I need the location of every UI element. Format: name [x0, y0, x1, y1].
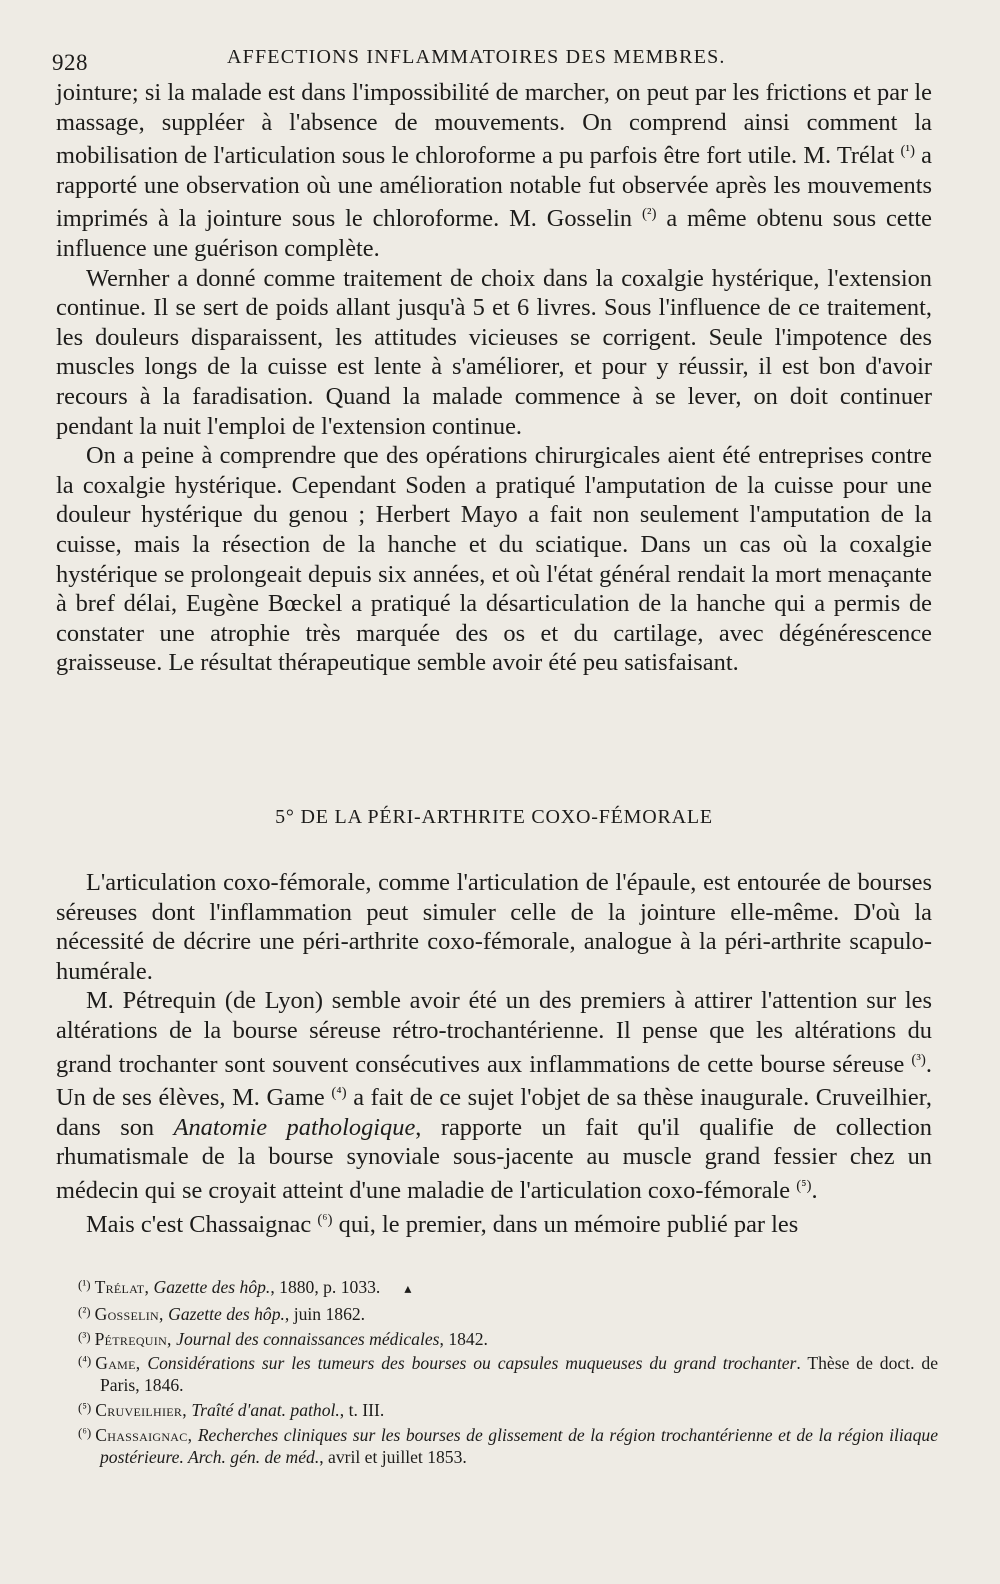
paragraph: jointure; si la malade est dans l'impossibilité de marcher, on peut par les frictions et par le massage, suppléer à l'absence de mouvements. On comprend ainsi comment la mobilisation de l'articulation sous le chloroforme a pu parfois être fort utile. M. Trélat $^{(^1)}$ a rapporté une observation où une amélioration notable fut observée après les mouvements imprimés à la jointure sous le chloroforme. M. Gosselin $^{(^2)}$ a même obtenu sous cette influence une guérison complète. [56, 79, 932, 262]
paragraph: On a peine à comprendre que des opérations chirurgicales aient été entreprises contre la coxalgie hystérique. Cependant Soden a pratiqué l'amputation de la cuisse pour une douleur hystérique du genou ; Herbert Mayo a fait non seulement l'amputation de la cuisse, mais la résection de la hanche et du sciatique. Dans un cas où la coxalgie hystérique se prolongeait depuis six années, et où l'état général rendait la mort menaçante à bref délai, Eugène Bœckel a pratiqué la désarticulation de la hanche qui a permis de constater une atrophie très marquée des os et du cartilage, avec dégénérescence graisseuse. Le résultat thérapeutique semble avoir été peu satisfaisant. [56, 442, 932, 677]
footnote-author: Pétrequin, [94, 1328, 172, 1349]
footnote-reference: (⁵) [796, 1177, 812, 1194]
footnote-reference: (⁶) [317, 1211, 333, 1228]
body-text-section [56, 868, 932, 1239]
paragraph: L'articulation coxo-fémorale, comme l'articulation de l'épaule, est entourée de bourses séreuses dont l'inflammation peut simuler celle de la jointure elle-même. D'où la nécessité de décrire une péri-arthrite coxo-fémorale, analogue à la péri-arthrite scapulo-humérale. [56, 869, 932, 985]
footnote: $^{(^4)}$ Game, Considérations sur les tumeurs des bourses ou capsules muqueuses du grand trochanter. Thèse de doct. de Paris, 1846. [78, 1353, 939, 1396]
paragraph: Wernher a donné comme traitement de choix dans la coxalgie hystérique, l'extension continue. Il se sert de poids allant jusqu'à 5 et 6 livres. Sous l'influence de ce traitement, les douleurs disparaissent, les attitudes vicieuses se corrigent. Seule l'impotence des muscles longs de la cuisse est lente à s'améliorer, et pour y réussir, il est bon d'avoir recours à la faradisation. Quand la malade commence à se lever, on doit continuer pendant la nuit l'emploi de l'extension continue. [56, 264, 932, 440]
footnote-author: Gosselin, [94, 1303, 164, 1324]
printer-mark: ▴ [404, 1282, 412, 1297]
footnote-author: Game, [95, 1353, 141, 1374]
footnote-author: Trélat, [94, 1277, 150, 1297]
footnote: $^{(^6)}$ Chassaignac, Recherches cliniques sur les bourses de glissement de la région trochantérienne et de la région iliaque postérieure. Arch. gén. de méd., avril et juillet 1853. [78, 1424, 938, 1467]
section-heading: 5° DE LA PÉRI-ARTHRITE COXO-FÉMORALE [275, 806, 713, 828]
book-title: Anatomie pathologique [173, 1113, 416, 1141]
footnote-reference: (²) [641, 206, 657, 223]
footnote-reference: (⁴) [331, 1085, 347, 1102]
footnotes [78, 1274, 938, 1468]
body-text-top [56, 78, 932, 678]
footnote-author: Cruveilhier, [95, 1399, 187, 1420]
footnote: $^{(^5)}$ Cruveilhier, Traîté d'anat. pathol., t. III. [78, 1399, 385, 1420]
footnote-reference: (³) [911, 1051, 926, 1068]
paragraph: M. Pétrequin (de Lyon) semble avoir été un des premiers à attirer l'attention sur les altérations de la bourse séreuse rétro-trochantérienne. Il pense que les altérations du grand trochanter sont souvent consécutives aux inflammations de cette bourse séreuse $^{(^3)}$. Un de ses élèves, M. Game $^{(^4)}$ a fait de ce sujet l'objet de sa thèse inaugurale. Cruveilhier, dans son Anatomie pathologique, rapporte un fait qu'il qualifie de collection rhumatismale de la bourse synoviale sous-jacente au muscle grand fessier chez un médecin qui se croyait atteint d'une maladie de l'articulation coxo-fémorale $^{(^5)}$. [56, 987, 932, 1204]
page-header [52, 40, 932, 80]
footnote: $^{(^1)}$ Trélat, Gazette des hôp., 1880, p. 1033. ▴ [78, 1277, 412, 1297]
paragraph: Mais c'est Chassaignac $^{(^6)}$ qui, le premier, dans un mémoire publié par les [86, 1210, 799, 1238]
page-number: 928 [52, 50, 88, 75]
footnote: $^{(^2)}$ Gosselin, Gazette des hôp., juin 1862. [78, 1303, 366, 1324]
running-title: AFFECTIONS INFLAMMATOIRES DES MEMBRES. [227, 46, 726, 68]
footnote-reference: (¹) [900, 143, 915, 160]
footnote-author: Chassaignac, [95, 1424, 193, 1445]
footnote: $^{(^3)}$ Pétrequin, Journal des connaissances médicales, 1842. [78, 1328, 488, 1349]
